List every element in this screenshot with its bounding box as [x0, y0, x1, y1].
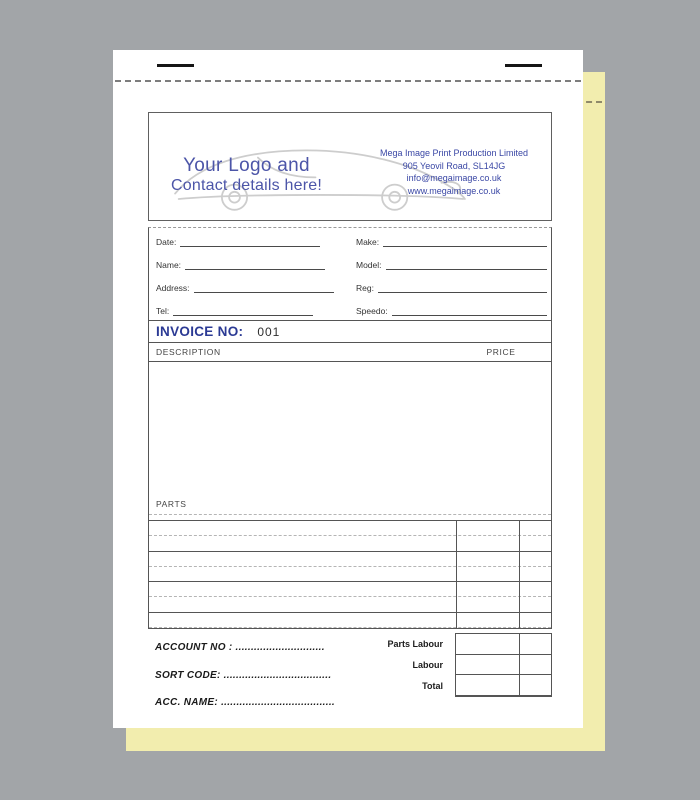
model-label: Model: — [356, 260, 382, 270]
parts-price-column-line — [456, 521, 457, 628]
invoice-number-row — [148, 321, 552, 343]
staple-mark-left — [157, 64, 194, 67]
parts-labour-label: Parts Labour — [387, 638, 443, 649]
description-header: DESCRIPTION — [156, 347, 221, 357]
field-row-name-model — [149, 251, 551, 274]
reg-write-line — [378, 282, 547, 293]
totals-pence-column-line — [519, 634, 520, 696]
name-label: Name: — [156, 260, 182, 270]
total-cell — [456, 675, 551, 696]
field-row-tel-speedo — [149, 297, 551, 320]
speedo-write-line — [392, 305, 547, 316]
perforation-line — [115, 80, 581, 82]
make-write-line — [383, 236, 547, 247]
company-email: info@megaimage.co.uk — [406, 173, 502, 183]
name-write-line — [185, 259, 325, 270]
acc-name-line: ACC. NAME: ..................................... — [155, 697, 335, 708]
address-label: Address: — [156, 283, 190, 293]
labour-label: Labour — [412, 659, 443, 670]
invoice-no-value: 001 — [257, 324, 281, 339]
date-write-line — [180, 236, 320, 247]
parts-table-row — [149, 521, 551, 536]
parts-pence-column-line — [519, 521, 520, 628]
tel-write-line — [173, 305, 313, 316]
field-row-address-reg — [149, 274, 551, 297]
tel-label: Tel: — [156, 306, 170, 316]
customer-vehicle-fields — [148, 227, 552, 321]
parts-table-row — [149, 536, 551, 551]
parts-label: PARTS — [156, 499, 187, 509]
parts-divider-dashed — [149, 514, 551, 515]
logo-line1: Your Logo and — [183, 155, 310, 176]
make-label: Make: — [356, 237, 380, 247]
company-address: 905 Yeovil Road, SL14JG — [402, 160, 506, 171]
speedo-label: Speedo: — [356, 306, 388, 316]
account-no-line: ACCOUNT NO : ............................. — [155, 642, 325, 653]
model-write-line — [386, 259, 547, 270]
address-write-line — [194, 282, 334, 293]
reg-label: Reg: — [356, 283, 374, 293]
sort-code-line: SORT CODE: ................................... — [155, 669, 332, 681]
date-label: Date: — [156, 237, 177, 247]
staple-mark-right — [505, 64, 542, 67]
company-website: www.megaimage.co.uk — [407, 185, 501, 196]
company-details — [361, 147, 547, 197]
parts-table — [148, 520, 552, 629]
header-box — [148, 112, 552, 221]
price-header: PRICE — [486, 347, 516, 357]
parts-table-row — [149, 582, 551, 597]
totals-table — [455, 633, 552, 697]
parts-table-row — [149, 597, 551, 612]
parts-table-row — [149, 552, 551, 567]
description-area — [148, 362, 552, 520]
bank-details — [155, 642, 425, 725]
labour-cell — [456, 655, 551, 676]
parts-table-row — [149, 613, 551, 628]
invoice-sheet — [113, 50, 583, 728]
parts-labour-cell — [456, 634, 551, 655]
total-label: Total — [422, 681, 443, 692]
parts-table-row — [149, 567, 551, 582]
field-row-date-make — [149, 228, 551, 251]
logo-line2: Contact details here! — [171, 176, 322, 194]
invoice-no-label: INVOICE NO: — [156, 324, 244, 339]
logo-placeholder — [159, 155, 334, 195]
company-name: Mega Image Print Production Limited — [379, 148, 529, 158]
items-table-header — [148, 343, 552, 362]
